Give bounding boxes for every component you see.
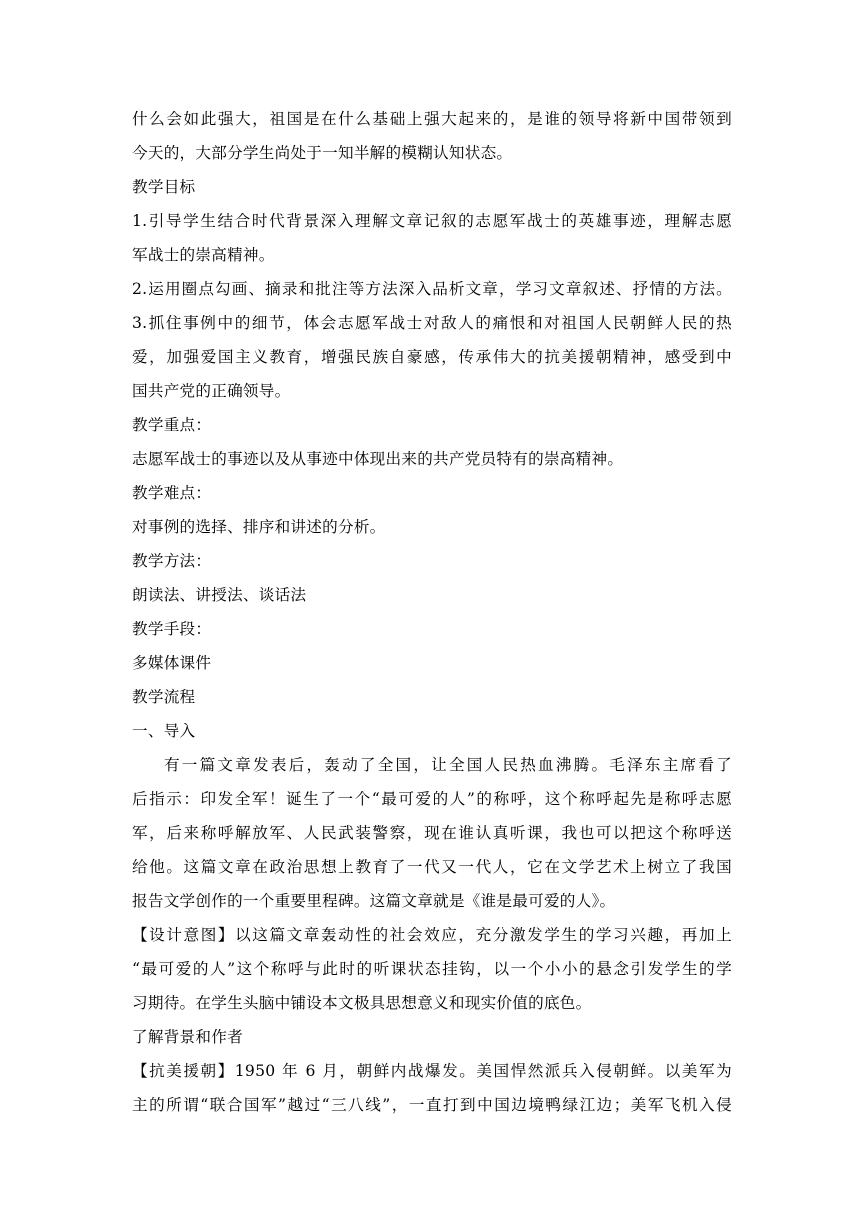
intro-paragraph-line-4: 给他。这篇文章在政治思想上教育了一代又一代人，它在文学艺术上树立了我国 <box>132 858 732 876</box>
section-heading-methods: 教学方法： <box>132 552 212 570</box>
document-body <box>132 102 732 1122</box>
background-line-2: 主的所谓“联合国军”越过“三八线”，一直打到中国边境鸭绿江边；美军飞机入侵 <box>132 1096 732 1114</box>
difficulties-text: 对事例的选择、排序和讲述的分析。 <box>132 518 386 536</box>
design-intent-line-2: “最可爱的人”这个称呼与此时的听课状态挂钩，以一个小小的悬念引发学生的学 <box>132 960 732 978</box>
design-intent-line-1: 【设计意图】以这篇文章轰动性的社会效应，充分激发学生的学习兴趣，再加上 <box>132 926 732 944</box>
objective-3-line-2: 爱，加强爱国主义教育，增强民族自豪感，传承伟大的抗美援朝精神，感受到中 <box>132 348 732 366</box>
objective-3-line-3: 国共产党的正确领导。 <box>132 382 291 400</box>
intro-paragraph-line-3: 军，后来称呼解放军、人民武装警察，现在谁认真听课，我也可以把这个称呼送 <box>132 824 732 842</box>
section-heading-objectives: 教学目标 <box>132 178 196 196</box>
section-heading-means: 教学手段： <box>132 620 212 638</box>
objective-3-line-1: 3.抓住事例中的细节，体会志愿军战士对敌人的痛恨和对祖国人民朝鲜人民的热 <box>132 314 732 332</box>
intro-paragraph-line-5: 报告文学创作的一个重要里程碑。这篇文章就是《谁是最可爱的人》。 <box>132 892 616 910</box>
key-points-text: 志愿军战士的事迹以及从事迹中体现出来的共产党员特有的崇高精神。 <box>132 450 624 468</box>
objective-1-line-2: 军战士的崇高精神。 <box>132 246 275 264</box>
text-line-1: 什么会如此强大，祖国是在什么基础上强大起来的，是谁的领导将新中国带领到 <box>132 110 732 128</box>
means-text: 多媒体课件 <box>132 654 212 672</box>
section-heading-background: 了解背景和作者 <box>132 1028 243 1046</box>
section-heading-process: 教学流程 <box>132 688 196 706</box>
section-heading-introduction: 一、导入 <box>132 722 196 740</box>
section-heading-key-points: 教学重点： <box>132 416 212 434</box>
objective-1-line-1: 1.引导学生结合时代背景深入理解文章记叙的志愿军战士的英雄事迹，理解志愿 <box>132 212 732 230</box>
section-heading-difficulties: 教学难点： <box>132 484 212 502</box>
text-line-2: 今天的，大部分学生尚处于一知半解的模糊认知状态。 <box>132 144 513 162</box>
intro-paragraph-line-2: 后指示：印发全军！诞生了一个“最可爱的人”的称呼，这个称呼起先是称呼志愿 <box>132 790 732 808</box>
background-line-1: 【抗美援朝】1950 年 6 月，朝鲜内战爆发。美国悍然派兵入侵朝鲜。以美军为 <box>132 1062 732 1080</box>
intro-paragraph-line-1: 有一篇文章发表后，轰动了全国，让全国人民热血沸腾。毛泽东主席看了 <box>164 756 732 774</box>
objective-2: 2.运用圈点勾画、摘录和批注等方法深入品析文章，学习文章叙述、抒情的方法。 <box>132 280 732 298</box>
design-intent-line-3: 习期待。在学生头脑中铺设本文极具思想意义和现实价值的底色。 <box>132 994 592 1012</box>
methods-text: 朗读法、讲授法、谈话法 <box>132 586 307 604</box>
